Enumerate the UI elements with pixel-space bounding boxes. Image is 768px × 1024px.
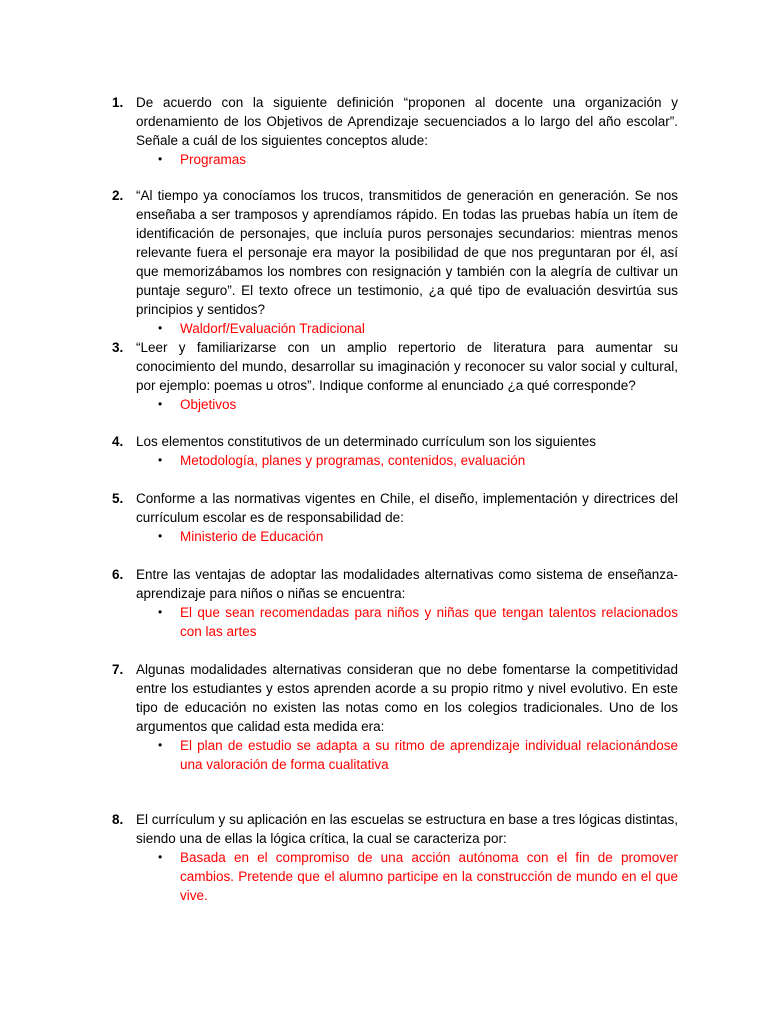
question-text: “Leer y familiarizarse con un amplio repertorio de literatura para aumentar su conocimiento del mundo, desarrollar su imaginación y reconocer su valor social y cultural, por ejemplo: poemas u otros”. Indique conforme al enunciado ¿a qué corresponde? [136, 340, 678, 393]
question-5 [112, 489, 678, 546]
answer-item [158, 395, 678, 414]
answer-text: Objetivos [180, 397, 237, 412]
question-text: El currículum y su aplicación en las escuelas se estructura en base a tres lógicas distintas, siendo una de ellas la lógica crítica, la cual se caracteriza por: [136, 812, 678, 846]
answer-item [158, 451, 678, 470]
answer-text: Metodología, planes y programas, contenidos, evaluación [180, 453, 526, 468]
question-2 [112, 186, 678, 338]
question-number: 1. [112, 95, 124, 110]
question-number: 7. [112, 662, 124, 677]
answer-text: El que sean recomendadas para niños y niñas que tengan talentos relacionados con las artes [180, 605, 678, 639]
answer-text: Programas [180, 152, 247, 167]
answer-item [158, 736, 678, 774]
question-6 [112, 565, 678, 641]
question-4 [112, 432, 678, 470]
question-number: 5. [112, 491, 124, 506]
question-3 [112, 338, 678, 414]
answer-text: Basada en el compromiso de una acción autónoma con el fin de promover cambios. Pretende que el alumno participe en la construcción de mundo en el que vive. [180, 850, 678, 903]
bullet-icon: • [158, 152, 163, 166]
question-text: “Al tiempo ya conocíamos los trucos, transmitidos de generación en generación. Se nos enseñaba a ser tramposos y aprendíamos rápido. En todas las pruebas había un ítem de identificación de personajes, que incluía puros personajes secundarios: mientras menos relevante fuera el personaje era mayor la posibilidad de que nos preguntaran por él, así que memorizábamos los nombres con resignación y también con la alegría de cultivar un puntaje seguro”. El texto ofrece un testimonio, ¿a qué tipo de evaluación desvirtúa sus principios y sentidos? [136, 188, 678, 317]
question-number: 6. [112, 567, 124, 582]
question-text: De acuerdo con la siguiente definición “proponen al docente una organización y ordenamiento de los Objetivos de Aprendizaje secuenciados a lo largo del año escolar”. Señale a cuál de los siguientes conceptos alude: [136, 95, 678, 148]
question-text: Algunas modalidades alternativas consideran que no debe fomentarse la competitividad entre los estudiantes y estos aprenden acorde a su propio ritmo y nivel evolutivo. En este tipo de educación no existen las notas como en los colegios tradicionales. Uno de los argumentos que calidad esta medida era: [136, 662, 678, 734]
question-1 [112, 93, 678, 169]
question-text: Los elementos constitutivos de un determinado currículum son los siguientes [136, 434, 596, 449]
answer-text: Ministerio de Educación [180, 529, 324, 544]
question-text: Conforme a las normativas vigentes en Chile, el diseño, implementación y directrices del currículum escolar es de responsabilidad de: [136, 491, 678, 525]
answer-item [158, 150, 678, 169]
question-number: 2. [112, 188, 124, 203]
answer-text: Waldorf/Evaluación Tradicional [180, 321, 365, 336]
answer-item [158, 603, 678, 641]
bullet-icon: • [158, 321, 163, 335]
question-text: Entre las ventajas de adoptar las modalidades alternativas como sistema de enseñanza-aprendizaje para niños o niñas se encuentra: [136, 567, 678, 601]
question-8 [112, 810, 678, 905]
question-number: 8. [112, 812, 124, 827]
bullet-icon: • [158, 850, 163, 864]
question-number: 3. [112, 340, 124, 355]
bullet-icon: • [158, 738, 163, 752]
bullet-icon: • [158, 453, 163, 467]
question-7 [112, 660, 678, 774]
answer-text: El plan de estudio se adapta a su ritmo de aprendizaje individual relacionándose una valoración de forma cualitativa [180, 738, 678, 772]
bullet-icon: • [158, 529, 163, 543]
answer-item [158, 319, 678, 338]
bullet-icon: • [158, 397, 163, 411]
answer-item [158, 527, 678, 546]
answer-item [158, 848, 678, 905]
question-number: 4. [112, 434, 124, 449]
bullet-icon: • [158, 605, 163, 619]
